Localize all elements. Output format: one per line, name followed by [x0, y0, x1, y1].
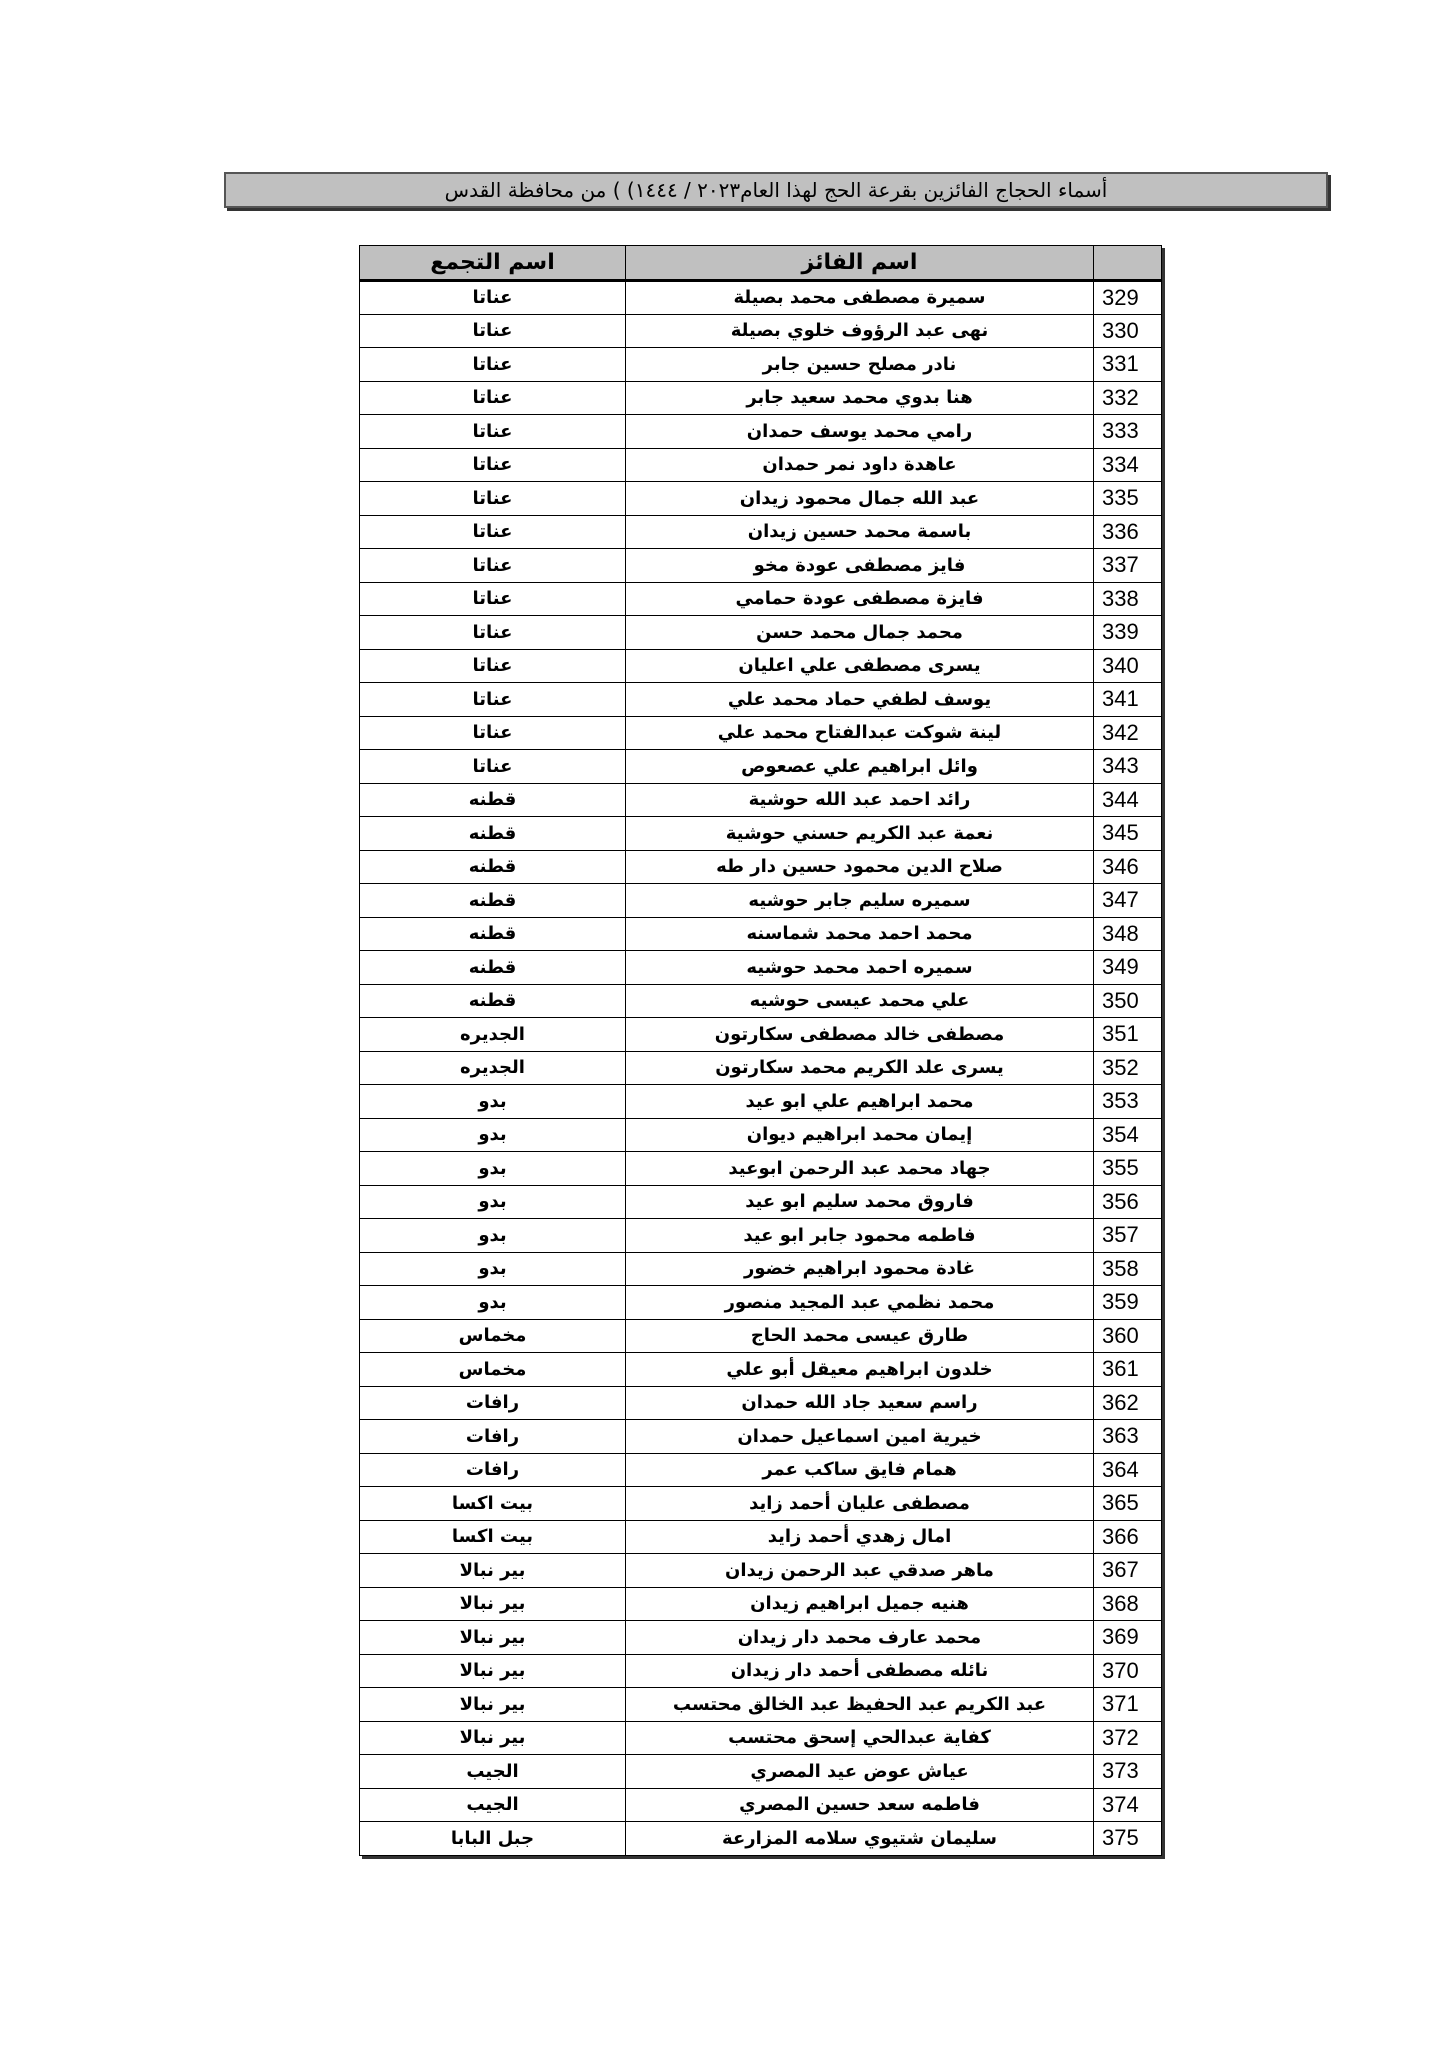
winner-name: فايزة مصطفى عودة حمامي: [626, 582, 1094, 616]
row-number: 361: [1094, 1353, 1162, 1387]
table-row: [360, 1319, 1162, 1353]
area-name: بدو: [360, 1085, 626, 1119]
table-row: [360, 1453, 1162, 1487]
winner-name: عياش عوض عيد المصري: [626, 1755, 1094, 1789]
row-number: 332: [1094, 381, 1162, 415]
winner-name: يسرى علد الكريم محمد سكارتون: [626, 1051, 1094, 1085]
table-row: [360, 1219, 1162, 1253]
row-number: 344: [1094, 783, 1162, 817]
area-name: بدو: [360, 1118, 626, 1152]
row-number: 371: [1094, 1688, 1162, 1722]
row-number: 347: [1094, 884, 1162, 918]
area-name: قطنه: [360, 817, 626, 851]
winner-name: كفاية عبدالحي إسحق محتسب: [626, 1721, 1094, 1755]
table-row: [360, 314, 1162, 348]
row-number: 358: [1094, 1252, 1162, 1286]
row-number: 354: [1094, 1118, 1162, 1152]
winner-name: علي محمد عيسى حوشيه: [626, 984, 1094, 1018]
table-row: [360, 281, 1162, 315]
area-name: قطنه: [360, 951, 626, 985]
winner-name: لينة شوكت عبدالفتاح محمد علي: [626, 716, 1094, 750]
table-row: [360, 1721, 1162, 1755]
winner-name: غادة محمود ابراهيم خضور: [626, 1252, 1094, 1286]
row-number: 339: [1094, 616, 1162, 650]
area-name: بير نبالا: [360, 1621, 626, 1655]
area-name: بدو: [360, 1185, 626, 1219]
area-name: عناتا: [360, 649, 626, 683]
area-name: عناتا: [360, 482, 626, 516]
table-row: [360, 1654, 1162, 1688]
area-name: رافات: [360, 1453, 626, 1487]
winner-name: رائد احمد عبد الله حوشية: [626, 783, 1094, 817]
table-header-row: [360, 246, 1162, 281]
row-number: 357: [1094, 1219, 1162, 1253]
table-row: [360, 482, 1162, 516]
row-number: 366: [1094, 1520, 1162, 1554]
table-row: [360, 616, 1162, 650]
row-number: 365: [1094, 1487, 1162, 1521]
area-name: بيت اكسا: [360, 1520, 626, 1554]
table-row: [360, 1755, 1162, 1789]
header-number: [1094, 246, 1162, 281]
winner-name: إيمان محمد ابراهيم ديوان: [626, 1118, 1094, 1152]
area-name: بير نبالا: [360, 1721, 626, 1755]
table-body: [360, 281, 1162, 1856]
row-number: 341: [1094, 683, 1162, 717]
area-name: الجديره: [360, 1051, 626, 1085]
row-number: 334: [1094, 448, 1162, 482]
row-number: 338: [1094, 582, 1162, 616]
row-number: 352: [1094, 1051, 1162, 1085]
table-row: [360, 1152, 1162, 1186]
area-name: مخماس: [360, 1353, 626, 1387]
row-number: 356: [1094, 1185, 1162, 1219]
table-row: [360, 850, 1162, 884]
table-row: [360, 1420, 1162, 1454]
header-area-name: اسم التجمع: [360, 246, 626, 281]
winner-name: سليمان شتيوي سلامه المزارعة: [626, 1822, 1094, 1856]
table-row: [360, 1118, 1162, 1152]
table-row: [360, 1252, 1162, 1286]
row-number: 331: [1094, 348, 1162, 382]
area-name: بدو: [360, 1219, 626, 1253]
area-name: عناتا: [360, 616, 626, 650]
row-number: 342: [1094, 716, 1162, 750]
table-row: [360, 951, 1162, 985]
area-name: الجيب: [360, 1755, 626, 1789]
table-row: [360, 817, 1162, 851]
winner-name: مصطفى عليان أحمد زايد: [626, 1487, 1094, 1521]
winner-name: فايز مصطفى عودة مخو: [626, 549, 1094, 583]
area-name: الجديره: [360, 1018, 626, 1052]
table-row: [360, 1520, 1162, 1554]
area-name: بير نبالا: [360, 1688, 626, 1722]
table-row: [360, 1185, 1162, 1219]
row-number: 360: [1094, 1319, 1162, 1353]
row-number: 359: [1094, 1286, 1162, 1320]
row-number: 370: [1094, 1654, 1162, 1688]
table-row: [360, 1085, 1162, 1119]
table-row: [360, 1018, 1162, 1052]
table-row: [360, 1286, 1162, 1320]
winner-name: سميره احمد محمد حوشيه: [626, 951, 1094, 985]
page-title: أسماء الحجاج الفائزين بقرعة الحج لهذا العام٢٠٢٣ / ١٤٤٤) ) من محافظة القدس: [444, 178, 1108, 202]
winner-name: عبد الكريم عبد الحفيظ عبد الخالق محتسب: [626, 1688, 1094, 1722]
table-row: [360, 917, 1162, 951]
winner-name: محمد ابراهيم علي ابو عيد: [626, 1085, 1094, 1119]
row-number: 337: [1094, 549, 1162, 583]
table-row: [360, 1051, 1162, 1085]
winner-name: يوسف لطفي حماد محمد علي: [626, 683, 1094, 717]
area-name: عناتا: [360, 750, 626, 784]
row-number: 362: [1094, 1386, 1162, 1420]
winner-name: ماهر صدقي عبد الرحمن زيدان: [626, 1554, 1094, 1588]
table-row: [360, 984, 1162, 1018]
table-row: [360, 1386, 1162, 1420]
row-number: 368: [1094, 1587, 1162, 1621]
table-row: [360, 1688, 1162, 1722]
winner-name: مصطفى خالد مصطفى سكارتون: [626, 1018, 1094, 1052]
area-name: بدو: [360, 1152, 626, 1186]
table-row: [360, 716, 1162, 750]
area-name: بدو: [360, 1286, 626, 1320]
table-row: [360, 1353, 1162, 1387]
winner-name: رامي محمد يوسف حمدان: [626, 415, 1094, 449]
area-name: عناتا: [360, 415, 626, 449]
table-row: [360, 1587, 1162, 1621]
table-row: [360, 783, 1162, 817]
winner-name: يسرى مصطفى علي اعليان: [626, 649, 1094, 683]
winner-name: خيرية امين اسماعيل حمدان: [626, 1420, 1094, 1454]
winner-name: راسم سعيد جاد الله حمدان: [626, 1386, 1094, 1420]
row-number: 330: [1094, 314, 1162, 348]
table-row: [360, 750, 1162, 784]
area-name: عناتا: [360, 314, 626, 348]
winner-name: امال زهدي أحمد زايد: [626, 1520, 1094, 1554]
table-row: [360, 1788, 1162, 1822]
winner-name: سميره سليم جابر حوشيه: [626, 884, 1094, 918]
row-number: 375: [1094, 1822, 1162, 1856]
winner-name: محمد عارف محمد دار زيدان: [626, 1621, 1094, 1655]
area-name: بيت اكسا: [360, 1487, 626, 1521]
row-number: 329: [1094, 281, 1162, 315]
row-number: 336: [1094, 515, 1162, 549]
winner-name: نهى عبد الرؤوف خلوي بصيلة: [626, 314, 1094, 348]
row-number: 355: [1094, 1152, 1162, 1186]
area-name: عناتا: [360, 448, 626, 482]
area-name: الجيب: [360, 1788, 626, 1822]
area-name: رافات: [360, 1386, 626, 1420]
area-name: قطنه: [360, 917, 626, 951]
winner-name: فاروق محمد سليم ابو عيد: [626, 1185, 1094, 1219]
row-number: 345: [1094, 817, 1162, 851]
row-number: 333: [1094, 415, 1162, 449]
table-row: [360, 381, 1162, 415]
area-name: بير نبالا: [360, 1587, 626, 1621]
table-row: [360, 415, 1162, 449]
table-row: [360, 515, 1162, 549]
row-number: 343: [1094, 750, 1162, 784]
table-row: [360, 649, 1162, 683]
area-name: قطنه: [360, 984, 626, 1018]
winner-name: نائله مصطفى أحمد دار زيدان: [626, 1654, 1094, 1688]
row-number: 373: [1094, 1755, 1162, 1789]
row-number: 335: [1094, 482, 1162, 516]
area-name: بير نبالا: [360, 1554, 626, 1588]
row-number: 348: [1094, 917, 1162, 951]
row-number: 350: [1094, 984, 1162, 1018]
winner-name: محمد احمد محمد شماسنه: [626, 917, 1094, 951]
winner-name: هنا بدوي محمد سعيد جابر: [626, 381, 1094, 415]
winner-name: فاطمه محمود جابر ابو عيد: [626, 1219, 1094, 1253]
row-number: 367: [1094, 1554, 1162, 1588]
table-row: [360, 1621, 1162, 1655]
row-number: 369: [1094, 1621, 1162, 1655]
table-row: [360, 683, 1162, 717]
page-title-bar: [224, 172, 1328, 208]
winners-table: [359, 245, 1162, 1856]
area-name: بير نبالا: [360, 1654, 626, 1688]
area-name: عناتا: [360, 549, 626, 583]
winner-name: عبد الله جمال محمود زيدان: [626, 482, 1094, 516]
winner-name: همام فايق ساكب عمر: [626, 1453, 1094, 1487]
area-name: قطنه: [360, 850, 626, 884]
row-number: 340: [1094, 649, 1162, 683]
winner-name: عاهدة داود نمر حمدان: [626, 448, 1094, 482]
winner-name: محمد نظمي عبد المجيد منصور: [626, 1286, 1094, 1320]
header-winner-name: اسم الفائز: [626, 246, 1094, 281]
area-name: قطنه: [360, 783, 626, 817]
area-name: عناتا: [360, 381, 626, 415]
table-row: [360, 549, 1162, 583]
winner-name: خلدون ابراهيم معيقل أبو علي: [626, 1353, 1094, 1387]
table-row: [360, 582, 1162, 616]
row-number: 351: [1094, 1018, 1162, 1052]
winner-name: هنيه جميل ابراهيم زيدان: [626, 1587, 1094, 1621]
row-number: 364: [1094, 1453, 1162, 1487]
area-name: عناتا: [360, 716, 626, 750]
row-number: 353: [1094, 1085, 1162, 1119]
area-name: عناتا: [360, 515, 626, 549]
area-name: عناتا: [360, 281, 626, 315]
area-name: مخماس: [360, 1319, 626, 1353]
winner-name: جهاد محمد عبد الرحمن ابوعيد: [626, 1152, 1094, 1186]
table-row: [360, 884, 1162, 918]
table-row: [360, 448, 1162, 482]
row-number: 363: [1094, 1420, 1162, 1454]
row-number: 374: [1094, 1788, 1162, 1822]
winner-name: طارق عيسى محمد الحاج: [626, 1319, 1094, 1353]
winner-name: محمد جمال محمد حسن: [626, 616, 1094, 650]
row-number: 372: [1094, 1721, 1162, 1755]
area-name: رافات: [360, 1420, 626, 1454]
winner-name: نادر مصلح حسين جابر: [626, 348, 1094, 382]
area-name: عناتا: [360, 348, 626, 382]
row-number: 349: [1094, 951, 1162, 985]
winner-name: وائل ابراهيم علي عصعوص: [626, 750, 1094, 784]
winner-name: صلاح الدين محمود حسين دار طه: [626, 850, 1094, 884]
area-name: قطنه: [360, 884, 626, 918]
table-row: [360, 348, 1162, 382]
table-row: [360, 1822, 1162, 1856]
winner-name: نعمة عبد الكريم حسني حوشية: [626, 817, 1094, 851]
area-name: عناتا: [360, 582, 626, 616]
area-name: عناتا: [360, 683, 626, 717]
winner-name: فاطمه سعد حسين المصري: [626, 1788, 1094, 1822]
winner-name: باسمة محمد حسين زيدان: [626, 515, 1094, 549]
area-name: بدو: [360, 1252, 626, 1286]
table-row: [360, 1554, 1162, 1588]
area-name: جبل البابا: [360, 1822, 626, 1856]
winner-name: سميرة مصطفى محمد بصيلة: [626, 281, 1094, 315]
table-row: [360, 1487, 1162, 1521]
row-number: 346: [1094, 850, 1162, 884]
